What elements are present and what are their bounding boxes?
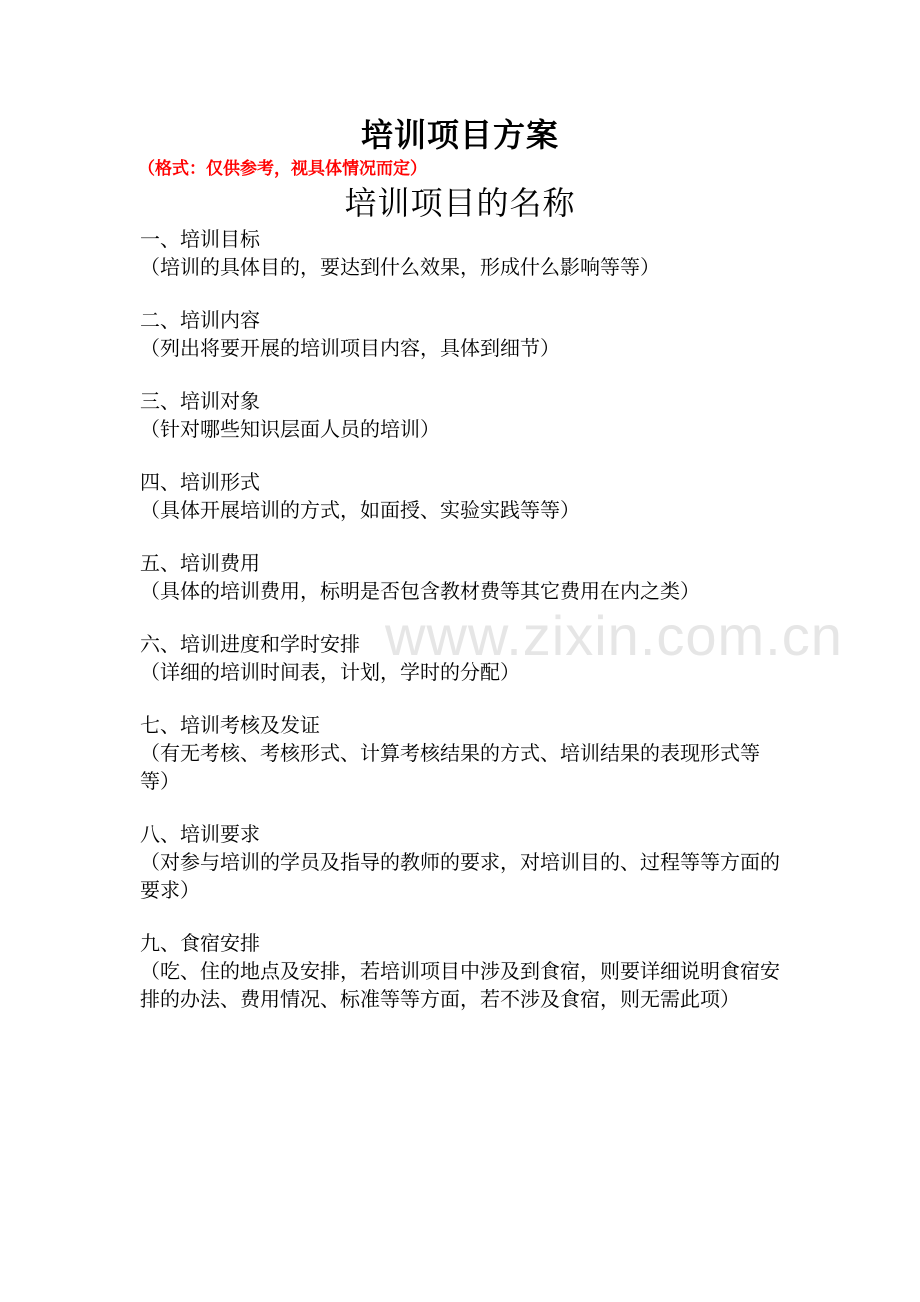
- section-description: （针对哪些知识层面人员的培训）: [140, 417, 440, 441]
- section-heading: 一、培训目标: [140, 227, 260, 251]
- section-training-content: [140, 306, 786, 362]
- section-training-cost: [140, 549, 786, 605]
- section-training-format: [140, 468, 786, 524]
- section-description: （具体的培训费用，标明是否包含教材费等其它费用在内之类）: [140, 579, 700, 603]
- section-heading: 七、培训考核及发证: [140, 713, 320, 737]
- section-heading: 六、培训进度和学时安排: [140, 632, 360, 656]
- section-description: （详细的培训时间表，计划，学时的分配）: [140, 660, 520, 684]
- section-accommodation: [140, 929, 786, 1013]
- section-training-goals: [140, 225, 786, 281]
- section-description: （具体开展培训的方式，如面授、实验实践等等）: [140, 498, 580, 522]
- section-description: （培训的具体目的，要达到什么效果，形成什么影响等等）: [140, 255, 660, 279]
- section-description: （有无考核、考核形式、计算考核结果的方式、培训结果的表现形式等等）: [140, 741, 760, 793]
- section-description: （对参与培训的学员及指导的教师的要求，对培训目的、过程等等方面的要求）: [140, 850, 780, 902]
- section-training-requirements: [140, 820, 786, 904]
- watermark: www.zixin.com.cn: [385, 604, 843, 667]
- format-note: （格式：仅供参考，视具体情况而定）: [138, 159, 427, 179]
- section-heading: 五、培训费用: [140, 551, 260, 575]
- document-title: 培训项目方案: [360, 116, 559, 154]
- project-name-heading: 培训项目的名称: [344, 184, 576, 222]
- section-heading: 三、培训对象: [140, 389, 260, 413]
- section-heading: 二、培训内容: [140, 308, 260, 332]
- section-heading: 四、培训形式: [140, 470, 260, 494]
- section-description: （吃、住的地点及安排，若培训项目中涉及到食宿，则要详细说明食宿安排的办法、费用情况、标准等等方面，若不涉及食宿，则无需此项）: [140, 959, 780, 1011]
- sections-list: [140, 225, 786, 1038]
- section-training-audience: [140, 387, 786, 443]
- section-heading: 九、食宿安排: [140, 931, 260, 955]
- section-training-assessment: [140, 711, 786, 795]
- section-training-schedule: [140, 630, 786, 686]
- section-heading: 八、培训要求: [140, 822, 260, 846]
- section-description: （列出将要开展的培训项目内容，具体到细节）: [140, 336, 560, 360]
